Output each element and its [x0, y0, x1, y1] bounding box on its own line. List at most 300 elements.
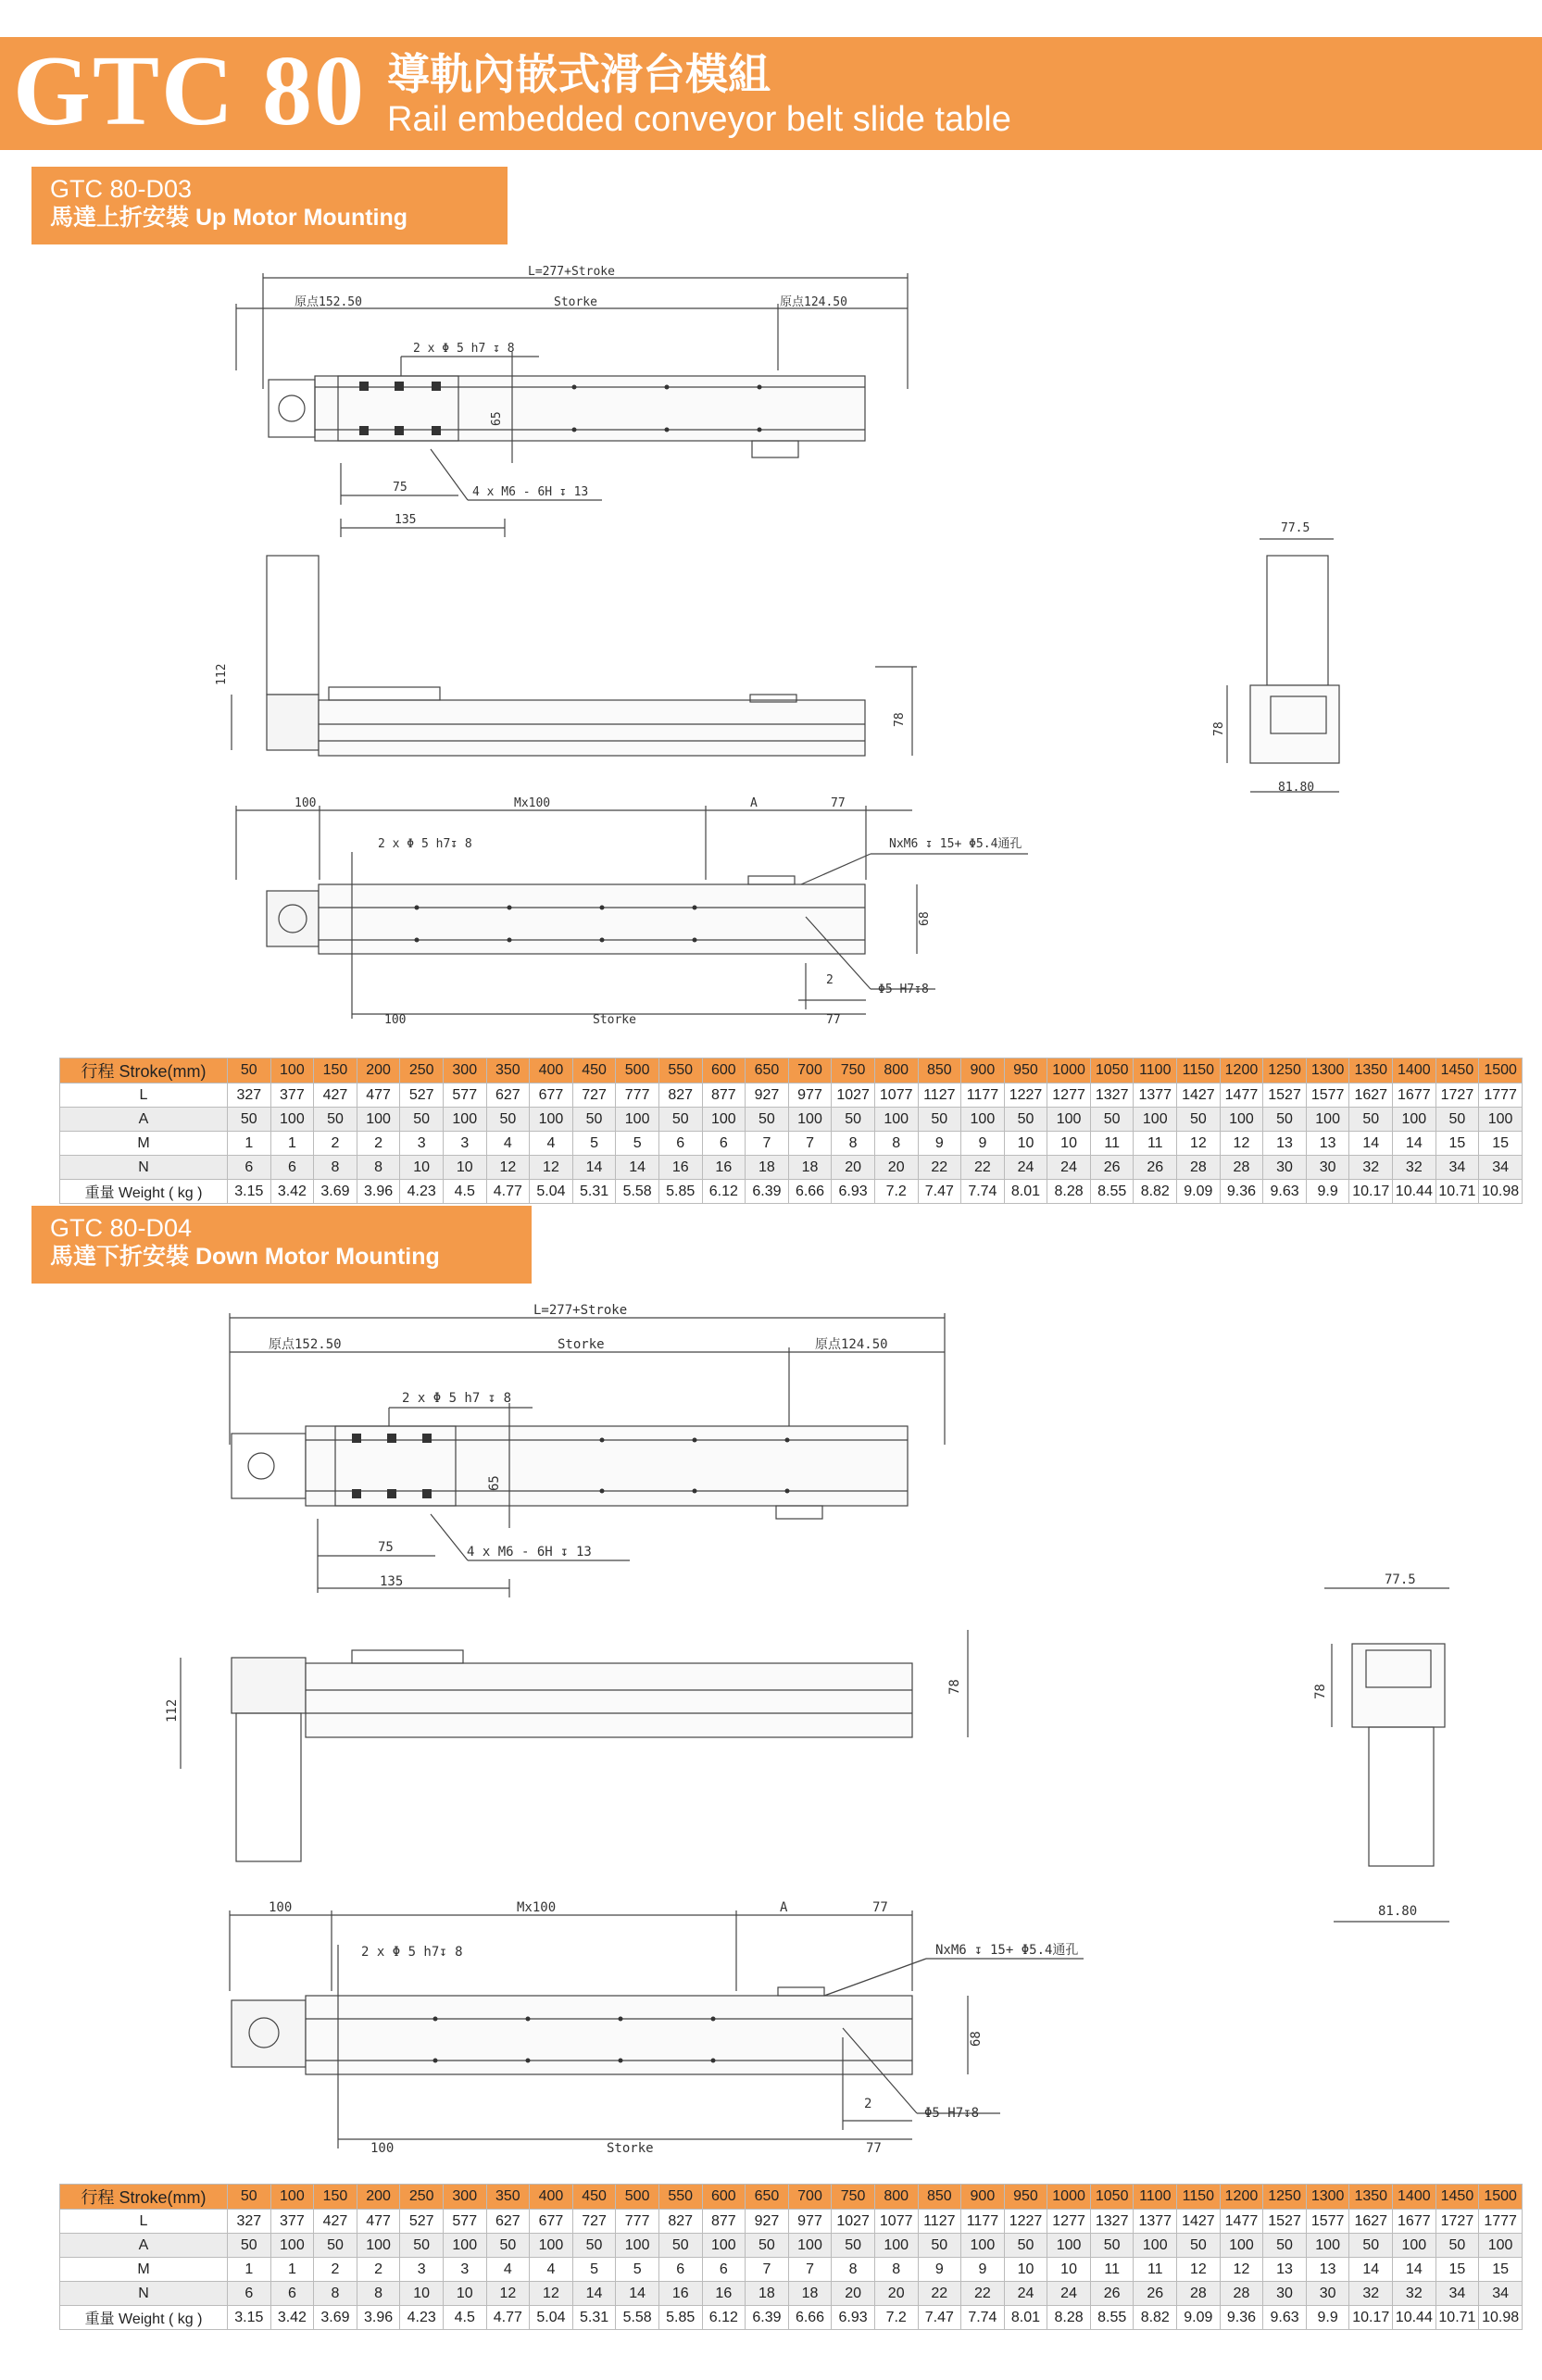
- dim-100: 100: [370, 2141, 395, 2156]
- spec-cell: 100: [702, 1108, 746, 1132]
- spec-cell: 100: [874, 1108, 918, 1132]
- spec-cell: 1627: [1349, 2210, 1393, 2234]
- spec-cell: 100: [357, 1108, 400, 1132]
- spec-cell: 7: [746, 2258, 789, 2282]
- spec-cell: 6: [702, 1132, 746, 1156]
- spec-cell: 22: [918, 1156, 961, 1180]
- spec-cell: 26: [1134, 2282, 1177, 2306]
- spec-row-A: [60, 1108, 1523, 1132]
- dim-100: 100: [269, 1900, 293, 1915]
- dim-78: 78: [1212, 721, 1226, 736]
- spec-cell: 26: [1090, 1156, 1134, 1180]
- spec-cell: 5.04: [530, 1180, 573, 1204]
- spec-cell: 15: [1435, 1132, 1479, 1156]
- spec-cell: 700: [788, 1058, 832, 1084]
- spec-cell: 100: [1393, 1108, 1436, 1132]
- spec-cell: 3.15: [228, 2306, 271, 2330]
- dim-77: 77: [866, 2141, 882, 2156]
- spec-cell: 100: [1306, 2234, 1349, 2258]
- spec-cell: 100: [788, 2234, 832, 2258]
- dim-2: 2: [826, 973, 834, 987]
- spec-cell: 50: [832, 1108, 875, 1132]
- spec-cell: 6.39: [746, 2306, 789, 2330]
- spec-cell: 28: [1177, 1156, 1221, 1180]
- spec-cell: 15: [1479, 1132, 1523, 1156]
- spec-table-d03: [59, 1058, 1523, 1204]
- spec-cell: 2: [357, 2258, 400, 2282]
- row-label: L: [60, 1084, 228, 1108]
- spec-cell: 1127: [918, 1084, 961, 1108]
- spec-cell: 100: [616, 1108, 659, 1132]
- spec-cell: 18: [746, 1156, 789, 1180]
- spec-cell: 28: [1220, 2282, 1263, 2306]
- spec-cell: 7.47: [918, 1180, 961, 1204]
- spec-cell: 50: [832, 2234, 875, 2258]
- spec-cell: 8: [874, 2258, 918, 2282]
- spec-cell: 1: [270, 2258, 314, 2282]
- row-label: 重量 Weight ( kg ): [60, 2306, 228, 2330]
- dim-81-80: 81.80: [1378, 1904, 1418, 1919]
- spec-cell: 14: [616, 2282, 659, 2306]
- spec-cell: 1500: [1479, 1058, 1523, 1084]
- spec-cell: 1077: [874, 2210, 918, 2234]
- spec-cell: 1000: [1047, 1058, 1091, 1084]
- spec-cell: 26: [1134, 1156, 1177, 1180]
- spec-cell: 627: [486, 1084, 530, 1108]
- spec-cell: 15: [1479, 2258, 1523, 2282]
- spec-cell: 6.66: [788, 1180, 832, 1204]
- spec-cell: 5.85: [658, 2306, 702, 2330]
- spec-cell: 1077: [874, 1084, 918, 1108]
- note-pin-holes: 2 x Φ 5 h7 ↧ 8: [413, 342, 515, 356]
- spec-cell: 800: [874, 2185, 918, 2210]
- spec-cell: 9.9: [1306, 1180, 1349, 1204]
- spec-cell: 877: [702, 1084, 746, 1108]
- spec-cell: 927: [746, 1084, 789, 1108]
- spec-cell: 5.31: [572, 1180, 616, 1204]
- spec-cell: 1200: [1220, 2185, 1263, 2210]
- dim-100: 100: [295, 796, 317, 810]
- spec-cell: 1227: [1004, 2210, 1047, 2234]
- spec-cell: 1400: [1393, 1058, 1436, 1084]
- spec-cell: 550: [658, 1058, 702, 1084]
- spec-cell: 16: [702, 2282, 746, 2306]
- spec-row-weight: [60, 1180, 1523, 1204]
- spec-cell: 427: [314, 1084, 357, 1108]
- spec-cell: 1577: [1306, 2210, 1349, 2234]
- spec-cell: 727: [572, 2210, 616, 2234]
- spec-cell: 12: [486, 2282, 530, 2306]
- spec-cell: 8.28: [1047, 2306, 1091, 2330]
- spec-cell: 14: [1349, 1132, 1393, 1156]
- spec-cell: 50: [314, 1108, 357, 1132]
- spec-cell: 900: [961, 1058, 1005, 1084]
- spec-cell: 50: [1349, 1108, 1393, 1132]
- dim-78: 78: [893, 712, 907, 727]
- spec-cell: 6: [270, 2282, 314, 2306]
- spec-cell: 12: [1177, 2258, 1221, 2282]
- spec-cell: 1777: [1479, 2210, 1523, 2234]
- spec-cell: 1300: [1306, 1058, 1349, 1084]
- spec-cell: 100: [874, 2234, 918, 2258]
- spec-cell: 1150: [1177, 2185, 1221, 2210]
- spec-cell: 11: [1090, 2258, 1134, 2282]
- row-label: M: [60, 2258, 228, 2282]
- spec-cell: 100: [788, 1108, 832, 1132]
- spec-row-L: [60, 2210, 1523, 2234]
- dim-origin-right: 原点124.50: [815, 1337, 888, 1352]
- spec-cell: 12: [1177, 1132, 1221, 1156]
- spec-cell: 50: [400, 1108, 444, 1132]
- drawing-d03-bottom-view: [222, 792, 1022, 1033]
- spec-cell: 777: [616, 2210, 659, 2234]
- dim-stroke: Storke: [554, 295, 597, 309]
- spec-cell: 13: [1263, 1132, 1307, 1156]
- spec-cell: 34: [1479, 1156, 1523, 1180]
- spec-cell: 1100: [1134, 1058, 1177, 1084]
- spec-cell: 1150: [1177, 1058, 1221, 1084]
- spec-cell: 50: [1090, 2234, 1134, 2258]
- spec-cell: 1127: [918, 2210, 961, 2234]
- title-chinese: 導軌內嵌式滑台模組: [387, 50, 771, 98]
- spec-cell: 1177: [961, 1084, 1005, 1108]
- spec-cell: 12: [1220, 1132, 1263, 1156]
- spec-cell: 28: [1177, 2282, 1221, 2306]
- row-label: 行程 Stroke(mm): [60, 2185, 228, 2210]
- spec-cell: 100: [1134, 2234, 1177, 2258]
- title-english: Rail embedded conveyor belt slide table: [387, 100, 1011, 139]
- dim-68: 68: [918, 911, 932, 926]
- section-name: 馬達下折安裝 Down Motor Mounting: [50, 1244, 440, 1270]
- spec-cell: 4: [486, 1132, 530, 1156]
- spec-cell: 22: [961, 2282, 1005, 2306]
- spec-cell: 10.44: [1393, 1180, 1436, 1204]
- spec-cell: 477: [357, 2210, 400, 2234]
- spec-cell: 12: [486, 1156, 530, 1180]
- spec-cell: 10: [1047, 2258, 1091, 2282]
- dim-77-5: 77.5: [1281, 521, 1310, 535]
- spec-cell: 50: [658, 1108, 702, 1132]
- drawing-d04-top-view: [0, 1287, 972, 1611]
- drawing-d03-top-view: [0, 250, 972, 546]
- spec-cell: 3.96: [357, 2306, 400, 2330]
- spec-cell: 50: [658, 2234, 702, 2258]
- spec-cell: 1100: [1134, 2185, 1177, 2210]
- page-header: [0, 37, 1542, 150]
- spec-cell: 150: [314, 1058, 357, 1084]
- spec-cell: 477: [357, 1084, 400, 1108]
- spec-cell: 450: [572, 1058, 616, 1084]
- spec-cell: 1227: [1004, 1084, 1047, 1108]
- spec-cell: 10.17: [1349, 1180, 1393, 1204]
- spec-cell: 3.96: [357, 1180, 400, 1204]
- spec-cell: 10: [1047, 1132, 1091, 1156]
- spec-cell: 9.36: [1220, 2306, 1263, 2330]
- spec-cell: 377: [270, 2210, 314, 2234]
- spec-cell: 1350: [1349, 2185, 1393, 2210]
- spec-row-M: [60, 1132, 1523, 1156]
- spec-cell: 4: [530, 2258, 573, 2282]
- drawing-d03-end-view: [1204, 519, 1371, 796]
- dim-stroke: Storke: [607, 2141, 654, 2156]
- spec-cell: 100: [270, 1108, 314, 1132]
- spec-cell: 677: [530, 1084, 573, 1108]
- spec-cell: 877: [702, 2210, 746, 2234]
- spec-cell: 1477: [1220, 2210, 1263, 2234]
- spec-cell: 2: [314, 1132, 357, 1156]
- spec-cell: 100: [1047, 2234, 1091, 2258]
- spec-cell: 150: [314, 2185, 357, 2210]
- dim-78: 78: [947, 1679, 962, 1695]
- spec-cell: 4.77: [486, 1180, 530, 1204]
- spec-cell: 400: [530, 2185, 573, 2210]
- dim-75: 75: [378, 1540, 394, 1555]
- spec-cell: 8: [357, 1156, 400, 1180]
- row-label: A: [60, 2234, 228, 2258]
- spec-cell: 650: [746, 1058, 789, 1084]
- spec-cell: 26: [1090, 2282, 1134, 2306]
- spec-cell: 1327: [1090, 1084, 1134, 1108]
- spec-cell: 5.58: [616, 2306, 659, 2330]
- spec-cell: 700: [788, 2185, 832, 2210]
- spec-cell: 7.74: [961, 2306, 1005, 2330]
- note-tapped-holes: 4 x M6 - 6H ↧ 13: [467, 1545, 592, 1560]
- spec-cell: 9: [961, 1132, 1005, 1156]
- spec-cell: 10.71: [1435, 1180, 1479, 1204]
- spec-cell: 7: [788, 2258, 832, 2282]
- spec-cell: 32: [1349, 2282, 1393, 2306]
- spec-cell: 6.93: [832, 1180, 875, 1204]
- spec-cell: 100: [702, 2234, 746, 2258]
- spec-cell: 650: [746, 2185, 789, 2210]
- spec-cell: 8: [832, 2258, 875, 2282]
- spec-cell: 8.82: [1134, 2306, 1177, 2330]
- spec-cell: 10.71: [1435, 2306, 1479, 2330]
- spec-cell: 4.5: [443, 1180, 486, 1204]
- spec-cell: 16: [658, 1156, 702, 1180]
- dim-100: 100: [384, 1013, 407, 1027]
- spec-cell: 32: [1349, 1156, 1393, 1180]
- spec-cell: 5.31: [572, 2306, 616, 2330]
- spec-row-M: [60, 2258, 1523, 2282]
- dim-a: A: [780, 1900, 788, 1915]
- dim-68: 68: [969, 2031, 984, 2047]
- spec-cell: 3.42: [270, 2306, 314, 2330]
- spec-cell: 100: [530, 1108, 573, 1132]
- spec-cell: 50: [746, 1108, 789, 1132]
- spec-cell: 300: [443, 2185, 486, 2210]
- spec-cell: 5: [572, 2258, 616, 2282]
- dim-mx100: Mx100: [514, 796, 551, 810]
- spec-cell: 1000: [1047, 2185, 1091, 2210]
- dim-65: 65: [490, 411, 504, 426]
- spec-cell: 50: [1263, 1108, 1307, 1132]
- spec-cell: 50: [1349, 2234, 1393, 2258]
- spec-cell: 18: [788, 1156, 832, 1180]
- spec-cell: 1450: [1435, 2185, 1479, 2210]
- spec-cell: 900: [961, 2185, 1005, 2210]
- spec-cell: 327: [228, 2210, 271, 2234]
- spec-cell: 1427: [1177, 2210, 1221, 2234]
- spec-cell: 100: [1047, 1108, 1091, 1132]
- spec-cell: 50: [746, 2234, 789, 2258]
- spec-cell: 8.01: [1004, 2306, 1047, 2330]
- spec-cell: 7: [788, 1132, 832, 1156]
- dim-mx100: Mx100: [517, 1900, 557, 1915]
- spec-cell: 34: [1479, 2282, 1523, 2306]
- spec-cell: 14: [1393, 2258, 1436, 2282]
- spec-cell: 14: [1393, 1132, 1436, 1156]
- spec-cell: 10: [443, 1156, 486, 1180]
- spec-cell: 827: [658, 1084, 702, 1108]
- spec-cell: 3.42: [270, 1180, 314, 1204]
- spec-cell: 100: [961, 2234, 1005, 2258]
- spec-cell: 16: [658, 2282, 702, 2306]
- spec-cell: 4: [530, 1132, 573, 1156]
- spec-cell: 100: [961, 1108, 1005, 1132]
- spec-cell: 927: [746, 2210, 789, 2234]
- spec-cell: 6.39: [746, 1180, 789, 1204]
- spec-cell: 50: [572, 2234, 616, 2258]
- spec-cell: 1: [228, 2258, 271, 2282]
- spec-cell: 400: [530, 1058, 573, 1084]
- row-label: N: [60, 2282, 228, 2306]
- spec-cell: 100: [270, 2185, 314, 2210]
- spec-cell: 6.12: [702, 2306, 746, 2330]
- spec-cell: 1427: [1177, 1084, 1221, 1108]
- spec-cell: 677: [530, 2210, 573, 2234]
- spec-cell: 6: [658, 1132, 702, 1156]
- dim-65: 65: [487, 1475, 502, 1491]
- spec-cell: 3: [400, 1132, 444, 1156]
- spec-cell: 10.98: [1479, 2306, 1523, 2330]
- spec-cell: 7.2: [874, 2306, 918, 2330]
- spec-cell: 9.09: [1177, 1180, 1221, 1204]
- spec-cell: 100: [1220, 1108, 1263, 1132]
- section-header-d03: [31, 167, 508, 244]
- spec-cell: 14: [572, 2282, 616, 2306]
- spec-row-weight: [60, 2306, 1523, 2330]
- note-pin-holes: 2 x Φ 5 h7 ↧ 8: [402, 1391, 512, 1406]
- spec-cell: 30: [1263, 1156, 1307, 1180]
- spec-cell: 9.36: [1220, 1180, 1263, 1204]
- spec-cell: 20: [874, 2282, 918, 2306]
- spec-cell: 950: [1004, 2185, 1047, 2210]
- spec-cell: 8: [874, 1132, 918, 1156]
- spec-cell: 4.77: [486, 2306, 530, 2330]
- spec-cell: 14: [572, 1156, 616, 1180]
- spec-cell: 8.82: [1134, 1180, 1177, 1204]
- spec-row-A: [60, 2234, 1523, 2258]
- spec-cell: 50: [314, 2234, 357, 2258]
- spec-cell: 20: [832, 1156, 875, 1180]
- spec-cell: 1277: [1047, 1084, 1091, 1108]
- spec-cell: 750: [832, 2185, 875, 2210]
- dim-75: 75: [393, 481, 407, 495]
- spec-row-stroke: [60, 2185, 1523, 2210]
- spec-cell: 3.69: [314, 2306, 357, 2330]
- spec-cell: 1527: [1263, 1084, 1307, 1108]
- spec-cell: 9.63: [1263, 1180, 1307, 1204]
- dim-origin-right: 原点124.50: [780, 295, 847, 309]
- spec-cell: 10: [1004, 2258, 1047, 2282]
- spec-cell: 550: [658, 2185, 702, 2210]
- spec-cell: 577: [443, 2210, 486, 2234]
- spec-cell: 16: [702, 1156, 746, 1180]
- note-hole-5h7: Φ5 H7↧8: [924, 2106, 980, 2121]
- spec-cell: 577: [443, 1084, 486, 1108]
- spec-cell: 13: [1306, 1132, 1349, 1156]
- spec-cell: 24: [1047, 2282, 1091, 2306]
- spec-cell: 50: [228, 1108, 271, 1132]
- spec-cell: 1177: [961, 2210, 1005, 2234]
- spec-cell: 8.28: [1047, 1180, 1091, 1204]
- spec-cell: 100: [1220, 2234, 1263, 2258]
- spec-cell: 24: [1004, 1156, 1047, 1180]
- spec-cell: 6.93: [832, 2306, 875, 2330]
- spec-cell: 1727: [1435, 1084, 1479, 1108]
- spec-cell: 527: [400, 2210, 444, 2234]
- dim-112: 112: [215, 663, 229, 685]
- spec-cell: 11: [1090, 1132, 1134, 1156]
- spec-cell: 18: [788, 2282, 832, 2306]
- spec-cell: 1277: [1047, 2210, 1091, 2234]
- spec-cell: 15: [1435, 2258, 1479, 2282]
- spec-cell: 12: [1220, 2258, 1263, 2282]
- spec-cell: 50: [1004, 1108, 1047, 1132]
- dim-78: 78: [1313, 1684, 1328, 1699]
- dim-origin-left: 原点152.50: [295, 295, 362, 309]
- spec-cell: 350: [486, 2185, 530, 2210]
- spec-cell: 250: [400, 2185, 444, 2210]
- spec-cell: 5: [616, 1132, 659, 1156]
- spec-cell: 450: [572, 2185, 616, 2210]
- spec-cell: 200: [357, 2185, 400, 2210]
- spec-cell: 827: [658, 2210, 702, 2234]
- spec-cell: 1: [228, 1132, 271, 1156]
- spec-cell: 327: [228, 1084, 271, 1108]
- spec-cell: 6: [658, 2258, 702, 2282]
- spec-cell: 100: [1134, 1108, 1177, 1132]
- spec-cell: 300: [443, 1058, 486, 1084]
- spec-cell: 10: [400, 2282, 444, 2306]
- spec-cell: 627: [486, 2210, 530, 2234]
- spec-cell: 10: [1004, 1132, 1047, 1156]
- spec-cell: 8.55: [1090, 1180, 1134, 1204]
- spec-cell: 1300: [1306, 2185, 1349, 2210]
- row-label: 行程 Stroke(mm): [60, 1058, 228, 1084]
- spec-cell: 1577: [1306, 1084, 1349, 1108]
- note-tapped-holes: 4 x M6 - 6H ↧ 13: [472, 485, 589, 499]
- row-label: 重量 Weight ( kg ): [60, 1180, 228, 1204]
- spec-cell: 5.04: [530, 2306, 573, 2330]
- spec-cell: 50: [1263, 2234, 1307, 2258]
- spec-cell: 1500: [1479, 2185, 1523, 2210]
- spec-cell: 500: [616, 2185, 659, 2210]
- spec-cell: 6: [702, 2258, 746, 2282]
- row-label: A: [60, 1108, 228, 1132]
- row-label: N: [60, 1156, 228, 1180]
- spec-cell: 30: [1263, 2282, 1307, 2306]
- spec-cell: 2: [314, 2258, 357, 2282]
- spec-cell: 6: [270, 1156, 314, 1180]
- section-code: GTC 80-D03: [50, 175, 193, 203]
- spec-cell: 3: [400, 2258, 444, 2282]
- spec-cell: 5: [616, 2258, 659, 2282]
- spec-cell: 950: [1004, 1058, 1047, 1084]
- spec-row-stroke: [60, 1058, 1523, 1084]
- spec-cell: 1327: [1090, 2210, 1134, 2234]
